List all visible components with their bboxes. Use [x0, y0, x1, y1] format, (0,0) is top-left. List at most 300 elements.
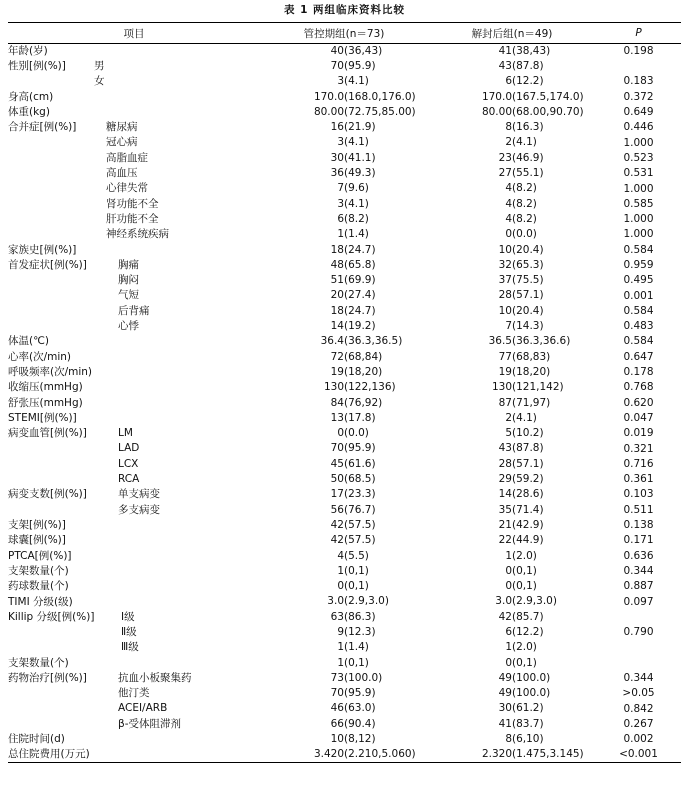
- value-range: (2.9,3.0): [512, 595, 557, 608]
- group1-cell: [260, 671, 428, 686]
- group2-cell: [428, 212, 596, 227]
- value-main: 3: [337, 136, 344, 149]
- p-value-cell: [596, 59, 681, 74]
- row-label: 总住院费用(万元): [8, 748, 90, 761]
- table-row: [8, 44, 681, 60]
- table-row: [8, 732, 681, 747]
- table-row: [8, 258, 681, 273]
- p-value-cell: 0.344: [623, 672, 654, 685]
- row-item-cell: [8, 533, 260, 548]
- value-range: (5.5): [344, 549, 369, 562]
- p-value-cell: 0.584: [623, 335, 654, 348]
- table-row: [8, 533, 681, 548]
- value-range: (9.6): [344, 182, 369, 195]
- value-range: (87.8): [512, 442, 544, 455]
- value-range: (65.8): [344, 258, 376, 271]
- table-caption: 表 1 两组临床资料比较: [283, 4, 406, 16]
- value-main: 40: [330, 45, 344, 57]
- table-row: [8, 625, 681, 640]
- row-item-cell: [8, 625, 260, 640]
- row-label: 身高(cm): [8, 90, 54, 103]
- table-row: [8, 105, 681, 120]
- p-value-cell: 0.584: [623, 243, 654, 256]
- row-label: 呼吸频率(次/min): [8, 366, 93, 379]
- group1-cell: [260, 365, 428, 380]
- row-label: 支架数量(个): [8, 564, 69, 577]
- p-value-cell: 0.267: [623, 717, 654, 730]
- value-range: (42.9): [512, 518, 544, 531]
- value-main: 130: [323, 381, 344, 394]
- p-value-cell: 0.372: [623, 90, 654, 103]
- value-range: (6,10): [512, 733, 544, 746]
- group1-cell: [260, 90, 428, 105]
- row-label: 病变血管[例(%)]: [8, 427, 87, 440]
- group1-cell: [260, 380, 428, 395]
- value-range: (4.1): [344, 197, 369, 210]
- row-label: 心率(次/min): [8, 350, 72, 363]
- value-main: 4: [505, 182, 512, 195]
- value-range: (24.7): [344, 304, 376, 317]
- value-range: (68,84): [344, 350, 383, 363]
- group1-cell: [260, 426, 428, 441]
- value-main: 43: [498, 60, 512, 72]
- group2-cell: [428, 656, 596, 671]
- row-item-cell: [8, 594, 260, 609]
- row-label: 舒张压(mmHg): [8, 396, 83, 409]
- value-range: (121,142): [512, 381, 564, 394]
- p-value-cell: [596, 610, 681, 625]
- value-main: 5: [505, 427, 512, 440]
- row-sublabel: Ⅲ级: [121, 641, 139, 654]
- p-value-cell: 0.321: [623, 442, 654, 455]
- value-range: (1.4): [344, 641, 369, 654]
- value-range: (4.1): [344, 75, 369, 88]
- table-row: [8, 120, 681, 135]
- row-item-cell: [8, 701, 260, 716]
- value-main: 36: [330, 167, 344, 180]
- row-item-cell: [8, 549, 260, 564]
- row-sublabel: 心律失常: [106, 182, 148, 195]
- row-sublabel: 糖尿病: [106, 121, 138, 134]
- group2-cell: [428, 135, 596, 150]
- value-main: 28: [498, 289, 512, 302]
- value-main: 13: [330, 411, 344, 424]
- table-row: [8, 59, 681, 74]
- p-value-cell: 0.959: [623, 259, 654, 271]
- row-item-cell: [8, 350, 260, 365]
- group1-cell: [260, 564, 428, 579]
- p-value-cell: 0.178: [623, 366, 654, 379]
- row-item-cell: [8, 59, 260, 74]
- value-main: 42: [330, 518, 344, 531]
- p-value-cell: 0.887: [623, 580, 654, 593]
- value-main: 49: [498, 671, 512, 684]
- row-item-cell: [8, 472, 260, 487]
- value-range: (59.2): [512, 473, 544, 486]
- table-row: [8, 701, 681, 716]
- group1-cell: [260, 334, 428, 349]
- group2-cell: [428, 319, 596, 334]
- table-row: [8, 441, 681, 456]
- group2-cell: [428, 441, 596, 456]
- p-value-cell: 0.523: [623, 151, 654, 164]
- p-value-cell: 0.584: [623, 304, 654, 317]
- p-value-cell: 0.138: [623, 519, 654, 532]
- group1-cell: [260, 120, 428, 135]
- value-range: (12.2): [512, 625, 544, 638]
- row-sublabel: RCA: [118, 473, 140, 486]
- row-item-cell: [8, 457, 260, 472]
- table-row: [8, 319, 681, 334]
- table-row: [8, 487, 681, 502]
- group1-cell: [260, 747, 428, 763]
- value-main: 30: [330, 151, 344, 164]
- value-range: (4.1): [344, 136, 369, 149]
- value-main: 10: [498, 243, 512, 256]
- value-range: (122,136): [344, 381, 396, 394]
- row-item-cell: [8, 319, 260, 334]
- group2-cell: [428, 243, 596, 258]
- p-value-cell: 0.647: [623, 350, 654, 363]
- row-item-cell: [8, 197, 260, 212]
- group1-cell: [260, 197, 428, 212]
- row-sublabel: LM: [118, 427, 133, 440]
- value-main: 30: [498, 702, 512, 715]
- row-label: 合并症[例(%)]: [8, 121, 77, 134]
- value-range: (57.5): [344, 534, 376, 547]
- row-item-cell: [8, 166, 260, 181]
- value-main: 14: [330, 320, 344, 333]
- value-main: 48: [330, 258, 344, 271]
- group2-cell: [428, 487, 596, 502]
- value-range: (14.3): [512, 320, 544, 333]
- value-range: (16.3): [512, 121, 544, 134]
- group1-cell: [260, 74, 428, 89]
- p-value-cell: 0.001: [623, 289, 654, 302]
- value-range: (61.6): [344, 457, 376, 470]
- group2-cell: [428, 288, 596, 303]
- row-sublabel: 肾功能不全: [106, 197, 159, 210]
- table-row: [8, 457, 681, 472]
- value-range: (0.0): [512, 228, 537, 241]
- value-range: (4.1): [512, 411, 537, 424]
- row-label: 住院时间(d): [8, 733, 65, 746]
- row-label: 收缩压(mmHg): [8, 381, 83, 394]
- group2-cell: [428, 533, 596, 548]
- row-label: 药物治疗[例(%)]: [8, 672, 87, 685]
- value-main: 6: [505, 625, 512, 638]
- row-label: STEMI[例(%)]: [8, 411, 77, 424]
- group2-cell: [428, 518, 596, 533]
- value-main: 4: [505, 212, 512, 225]
- value-main: 4: [505, 197, 512, 210]
- group2-cell: [428, 732, 596, 747]
- group2-cell: [428, 273, 596, 288]
- p-value-cell: 1.000: [623, 213, 654, 226]
- row-sublabel: 他汀类: [118, 687, 150, 700]
- row-item-cell: [8, 717, 260, 732]
- group1-cell: [260, 151, 428, 166]
- row-sublabel: 神经系统疾病: [106, 228, 169, 241]
- value-main: 4: [337, 549, 344, 562]
- group1-cell: [260, 533, 428, 548]
- value-main: 41: [498, 717, 512, 730]
- value-range: (95.9): [344, 442, 376, 455]
- group2-cell: [428, 120, 596, 135]
- value-main: 0: [505, 580, 512, 593]
- value-range: (10.2): [512, 427, 544, 440]
- row-item-cell: [8, 487, 260, 502]
- value-range: (100.0): [512, 671, 551, 684]
- value-main: 45: [330, 457, 344, 470]
- group1-cell: [260, 411, 428, 426]
- row-item-cell: [8, 365, 260, 380]
- row-sublabel: Ⅰ级: [121, 610, 135, 623]
- value-range: (0,1): [344, 656, 369, 669]
- table-row: [8, 549, 681, 564]
- row-item-cell: [8, 105, 260, 120]
- row-item-cell: [8, 181, 260, 196]
- group2-cell: [428, 350, 596, 365]
- group2-cell: [428, 701, 596, 716]
- table-row: [8, 334, 681, 349]
- group2-cell: [428, 90, 596, 105]
- value-main: 22: [498, 534, 512, 547]
- group2-cell: [428, 74, 596, 89]
- group1-cell: [260, 549, 428, 564]
- table-row: [8, 74, 681, 89]
- row-label: 球囊[例(%)]: [8, 534, 66, 547]
- row-sublabel: β-受体阻滞剂: [118, 717, 181, 730]
- row-label: TIMI 分级(级): [8, 595, 73, 608]
- p-value-cell: 0.171: [623, 534, 654, 547]
- row-item-cell: [8, 396, 260, 411]
- value-main: 14: [498, 488, 512, 501]
- group1-cell: [260, 105, 428, 120]
- row-sublabel: 心悸: [118, 320, 139, 333]
- value-range: (68.5): [344, 473, 376, 486]
- row-item-cell: [8, 212, 260, 227]
- p-value-cell: 0.768: [623, 381, 654, 394]
- table-row: [8, 151, 681, 166]
- row-item-cell: [8, 334, 260, 349]
- value-main: 87: [498, 396, 512, 409]
- row-sublabel: 后背痛: [118, 304, 150, 317]
- header-item: 项目: [8, 23, 260, 44]
- clinical-data-table: [8, 22, 681, 763]
- value-main: 3.420: [313, 748, 344, 761]
- value-main: 0: [505, 228, 512, 241]
- value-range: (36.3,36.6): [512, 335, 571, 348]
- value-range: (57.5): [344, 518, 376, 531]
- value-range: (0,1): [512, 580, 537, 593]
- group2-cell: [428, 747, 596, 763]
- group1-cell: [260, 701, 428, 716]
- group2-cell: [428, 197, 596, 212]
- value-main: 42: [498, 610, 512, 623]
- value-main: 9: [337, 625, 344, 638]
- group1-cell: [260, 487, 428, 502]
- value-main: 0: [337, 580, 344, 593]
- value-range: (0,1): [344, 580, 369, 593]
- row-item-cell: [8, 288, 260, 303]
- row-item-cell: [8, 579, 260, 594]
- value-main: 7: [505, 320, 512, 333]
- p-value-cell: 0.097: [623, 595, 654, 608]
- row-sublabel: 女: [94, 75, 105, 88]
- group2-cell: [428, 625, 596, 640]
- row-item-cell: [8, 151, 260, 166]
- p-value-cell: <0.001: [596, 747, 681, 763]
- row-sublabel: 肝功能不全: [106, 212, 159, 225]
- table-row: [8, 365, 681, 380]
- value-range: (61.2): [512, 702, 544, 715]
- row-item-cell: [8, 411, 260, 426]
- value-main: 27: [498, 167, 512, 180]
- row-label: PTCA[例(%)]: [8, 549, 72, 562]
- value-range: (21.9): [344, 121, 376, 134]
- value-main: 32: [498, 258, 512, 271]
- group2-cell: [428, 105, 596, 120]
- value-range: (65.3): [512, 258, 544, 271]
- row-item-cell: [8, 380, 260, 395]
- row-sublabel: 胸闷: [118, 274, 139, 287]
- value-main: 21: [498, 518, 512, 531]
- value-range: (63.0): [344, 702, 376, 715]
- header-p: P: [596, 23, 681, 44]
- p-value-cell: 0.585: [623, 197, 654, 210]
- value-main: 18: [330, 243, 344, 256]
- value-main: 0: [337, 427, 344, 440]
- value-main: 0: [505, 564, 512, 577]
- value-range: (76.7): [344, 503, 376, 516]
- value-range: (19.2): [344, 320, 376, 333]
- table-row: [8, 396, 681, 411]
- value-range: (41.1): [344, 151, 376, 164]
- value-main: 3: [337, 197, 344, 210]
- group1-cell: [260, 319, 428, 334]
- row-label: 家族史[例(%)]: [8, 243, 77, 256]
- group2-cell: [428, 59, 596, 74]
- value-range: (68,83): [512, 350, 551, 363]
- value-range: (1.475,3.145): [512, 748, 584, 761]
- value-range: (100.0): [512, 687, 551, 700]
- group1-cell: [260, 717, 428, 732]
- group1-cell: [260, 472, 428, 487]
- group1-cell: [260, 350, 428, 365]
- table-row: [8, 518, 681, 533]
- row-label: 性别[例(%)]: [8, 60, 66, 73]
- row-item-cell: [8, 640, 260, 655]
- group1-cell: [260, 518, 428, 533]
- table-row: [8, 610, 681, 625]
- header-group1: 管控期组(n＝73): [260, 23, 428, 44]
- row-item-cell: [8, 564, 260, 579]
- row-sublabel: ACEI/ARB: [118, 702, 168, 715]
- table-row: [8, 564, 681, 579]
- value-main: 42: [330, 534, 344, 547]
- value-range: (57.1): [512, 457, 544, 470]
- value-range: (95.9): [344, 687, 376, 700]
- group1-cell: [260, 441, 428, 456]
- group1-cell: [260, 594, 428, 609]
- table-row: [8, 212, 681, 227]
- value-range: (0,1): [512, 656, 537, 669]
- value-main: 17: [330, 488, 344, 501]
- table-row: [8, 747, 681, 763]
- value-main: 70: [330, 442, 344, 455]
- value-range: (8.2): [512, 182, 537, 195]
- group2-cell: [428, 396, 596, 411]
- value-range: (24.7): [344, 243, 376, 256]
- value-main: 170.0: [313, 90, 344, 103]
- row-label: Killip 分级[例(%)]: [8, 610, 95, 623]
- row-item-cell: [8, 90, 260, 105]
- value-range: (49.3): [344, 167, 376, 180]
- group1-cell: [260, 503, 428, 518]
- p-value-cell: 0.183: [623, 75, 654, 88]
- group2-cell: [428, 304, 596, 319]
- value-range: (71,97): [512, 396, 551, 409]
- group1-cell: [260, 273, 428, 288]
- p-value-cell: 0.002: [623, 733, 654, 746]
- p-value-cell: 0.019: [623, 427, 654, 440]
- p-value-cell: 1.000: [623, 182, 654, 195]
- value-main: 2.320: [481, 748, 512, 761]
- value-main: 20: [330, 289, 344, 302]
- row-item-cell: [8, 656, 260, 671]
- value-main: 84: [330, 396, 344, 409]
- p-value-cell: 0.446: [623, 121, 654, 134]
- p-value-cell: [596, 640, 681, 655]
- value-range: (69.9): [344, 274, 376, 287]
- row-sublabel: 高脂血症: [106, 151, 148, 164]
- row-label: 药球数量(个): [8, 580, 69, 593]
- row-item-cell: [8, 732, 260, 747]
- group2-cell: [428, 334, 596, 349]
- row-label: 病变支数[例(%)]: [8, 488, 87, 501]
- value-range: (83.7): [512, 717, 544, 730]
- row-label: 首发症状[例(%)]: [8, 259, 87, 271]
- group1-cell: [260, 288, 428, 303]
- group2-cell: [428, 549, 596, 564]
- row-item-cell: [8, 518, 260, 533]
- row-item-cell: [8, 671, 260, 686]
- group1-cell: [260, 396, 428, 411]
- table-row: [8, 503, 681, 518]
- value-main: 1: [337, 656, 344, 669]
- row-sublabel: 单支病变: [118, 488, 160, 501]
- row-item-cell: [8, 304, 260, 319]
- value-range: (44.9): [512, 534, 544, 547]
- value-main: 3.0: [327, 595, 344, 608]
- group2-cell: [428, 411, 596, 426]
- table-row: [8, 288, 681, 303]
- row-sublabel: 多支病变: [118, 503, 160, 516]
- p-value-cell: 0.716: [623, 457, 654, 470]
- value-main: 51: [330, 274, 344, 287]
- value-range: (71.4): [512, 503, 544, 516]
- value-main: 19: [498, 365, 512, 378]
- row-sublabel: 气短: [118, 289, 139, 302]
- group1-cell: [260, 258, 428, 273]
- value-range: (0,1): [512, 564, 537, 577]
- group1-cell: [260, 212, 428, 227]
- value-main: 50: [330, 473, 344, 486]
- value-main: 2: [505, 411, 512, 424]
- p-value-cell: [596, 656, 681, 671]
- value-range: (87.8): [512, 60, 544, 72]
